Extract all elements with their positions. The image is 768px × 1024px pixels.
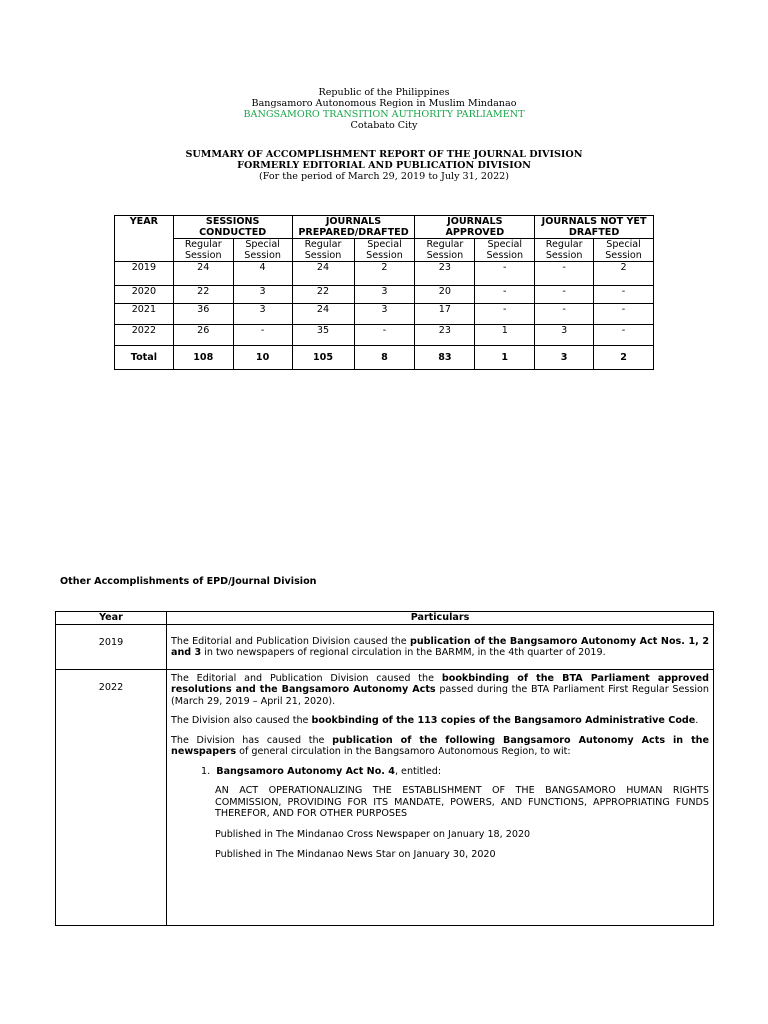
cell: 10: [233, 346, 292, 370]
sub-special: Special Session: [354, 239, 415, 262]
cell: 108: [173, 346, 233, 370]
cell: 24: [292, 262, 354, 286]
text-bold: bookbinding of the BTA Parliament approved resolutions and the Bangsamoro Autonomy Acts: [171, 672, 710, 695]
cell: 17: [415, 304, 475, 325]
cell: -: [475, 286, 535, 304]
table-row: [115, 304, 654, 325]
table-row: [115, 325, 654, 346]
header-city: Cotabato City: [350, 120, 418, 131]
cell: -: [594, 304, 654, 325]
col-notyet-header: JOURNALS NOT YET DRAFTED: [535, 216, 654, 239]
row-year: 2020: [115, 286, 174, 304]
row-year: 2019: [56, 624, 167, 669]
row-year: 2022: [115, 325, 174, 346]
col-prepared-header: JOURNALS PREPARED/DRAFTED: [292, 216, 415, 239]
row-year: 2022: [56, 669, 167, 925]
sub-regular: Regular Session: [173, 239, 233, 262]
text: AN ACT OPERATIONALIZING THE ESTABLISHMENT OF THE BANGSAMORO HUMAN RIGHTS COMMISSION, PROVIDING FOR ITS MANDATE, POWERS, AND FUNCTIONS, APPROPRIATING FUNDS THEREFOR, AND FOR OTHER PURPOSES: [215, 785, 709, 819]
text: of general circulation in the Bangsamoro Autonomous Region, to wit:: [236, 746, 571, 757]
cell: -: [535, 262, 594, 286]
act-title: [215, 785, 709, 820]
cell: 3: [354, 304, 415, 325]
summary-table: [114, 215, 654, 370]
cell: -: [594, 286, 654, 304]
text: , entitled:: [394, 765, 442, 777]
cell: 3: [233, 304, 292, 325]
cell: -: [475, 262, 535, 286]
cell: 4: [233, 262, 292, 286]
paragraph: [171, 673, 709, 708]
row-year: 2021: [115, 304, 174, 325]
col-year-header: Year: [56, 612, 167, 625]
other-accomplishments-title: Other Accomplishments of EPD/Journal Division: [60, 576, 317, 587]
table-row: [115, 286, 654, 304]
summary-header-row: [115, 216, 654, 239]
cell: 3: [535, 346, 594, 370]
col-sessions-header: SESSIONS CONDUCTED: [173, 216, 292, 239]
cell: 3: [354, 286, 415, 304]
row-particulars: [167, 624, 714, 669]
list-number: 1.: [201, 765, 211, 777]
cell: 2: [594, 346, 654, 370]
cell: 8: [354, 346, 415, 370]
text: The Editorial and Publication Division caused the: [171, 672, 442, 684]
col-year-header: YEAR: [115, 216, 174, 262]
text: .: [695, 715, 699, 726]
cell: 23: [415, 262, 475, 286]
sub-special: Special Session: [594, 239, 654, 262]
cell: 3: [233, 286, 292, 304]
row-year: 2019: [115, 262, 174, 286]
cell: -: [233, 325, 292, 346]
cell: 2: [594, 262, 654, 286]
cell: -: [535, 286, 594, 304]
sub-special: Special Session: [475, 239, 535, 262]
text-bold: bookbinding of the 113 copies of the Bangsamoro Administrative Code: [311, 715, 696, 726]
sub-regular: Regular Session: [415, 239, 475, 262]
header-republic: Republic of the Philippines: [318, 87, 450, 98]
summary-subheader-row: [115, 239, 654, 262]
cell: 22: [292, 286, 354, 304]
table-row: [56, 624, 714, 669]
cell: 24: [292, 304, 354, 325]
cell: 20: [415, 286, 475, 304]
col-particulars-header: Particulars: [167, 612, 714, 625]
cell: 105: [292, 346, 354, 370]
cell: 24: [173, 262, 233, 286]
text: The Division has caused the: [171, 734, 333, 746]
text-bold: publication of the following Bangsamoro Autonomy Acts in the newspapers: [171, 734, 709, 757]
accomplishments-header-row: [56, 612, 714, 625]
cell: 1: [475, 325, 535, 346]
cell: -: [535, 304, 594, 325]
report-title: SUMMARY OF ACCOMPLISHMENT REPORT OF THE JOURNAL DIVISION: [185, 149, 583, 160]
cell: 23: [415, 325, 475, 346]
cell: 26: [173, 325, 233, 346]
total-row: [115, 346, 654, 370]
sub-regular: Regular Session: [535, 239, 594, 262]
sub-regular: Regular Session: [292, 239, 354, 262]
cell: -: [354, 325, 415, 346]
sub-special: Special Session: [233, 239, 292, 262]
report-title-block: [0, 149, 768, 182]
table-row: [115, 262, 654, 286]
text: The Division also caused the: [171, 715, 312, 726]
text-bold: Bangsamoro Autonomy Act No. 4: [216, 765, 395, 777]
report-subtitle: FORMERLY EDITORIAL AND PUBLICATION DIVISION: [237, 160, 531, 171]
cell: 2: [354, 262, 415, 286]
header-parliament: BANGSAMORO TRANSITION AUTHORITY PARLIAMENT: [243, 109, 525, 120]
cell: 83: [415, 346, 475, 370]
header-region: Bangsamoro Autonomous Region in Muslim Mindanao: [251, 98, 517, 109]
cell: 36: [173, 304, 233, 325]
report-period: (For the period of March 29, 2019 to July 31, 2022): [258, 171, 510, 182]
cell: 3: [535, 325, 594, 346]
document-header: [0, 87, 768, 131]
row-particulars: [167, 669, 714, 925]
text-bold: publication of the Bangsamoro Autonomy Act Nos. 1, 2 and 3: [171, 635, 709, 658]
text: passed during the BTA Parliament First Regular Session (March 29, 2019 – April 21, 2020).: [171, 684, 709, 707]
total-label: Total: [115, 346, 174, 370]
publication-note: Published in The Mindanao News Star on January 30, 2020: [215, 849, 496, 860]
cell: 35: [292, 325, 354, 346]
publication-note: Published in The Mindanao Cross Newspaper on January 18, 2020: [215, 828, 531, 840]
paragraph: [171, 715, 709, 727]
accomplishments-table: [55, 611, 714, 926]
text: in two newspapers of regional circulation in the BARMM, in the 4th quarter of 2019.: [201, 647, 606, 658]
cell: -: [594, 325, 654, 346]
cell: 1: [475, 346, 535, 370]
text: The Editorial and Publication Division caused the: [171, 635, 410, 647]
cell: 22: [173, 286, 233, 304]
col-approved-header: JOURNALS APPROVED: [415, 216, 535, 239]
list-item: [201, 766, 709, 778]
cell: -: [475, 304, 535, 325]
table-row: [56, 669, 714, 925]
paragraph: [171, 735, 709, 758]
